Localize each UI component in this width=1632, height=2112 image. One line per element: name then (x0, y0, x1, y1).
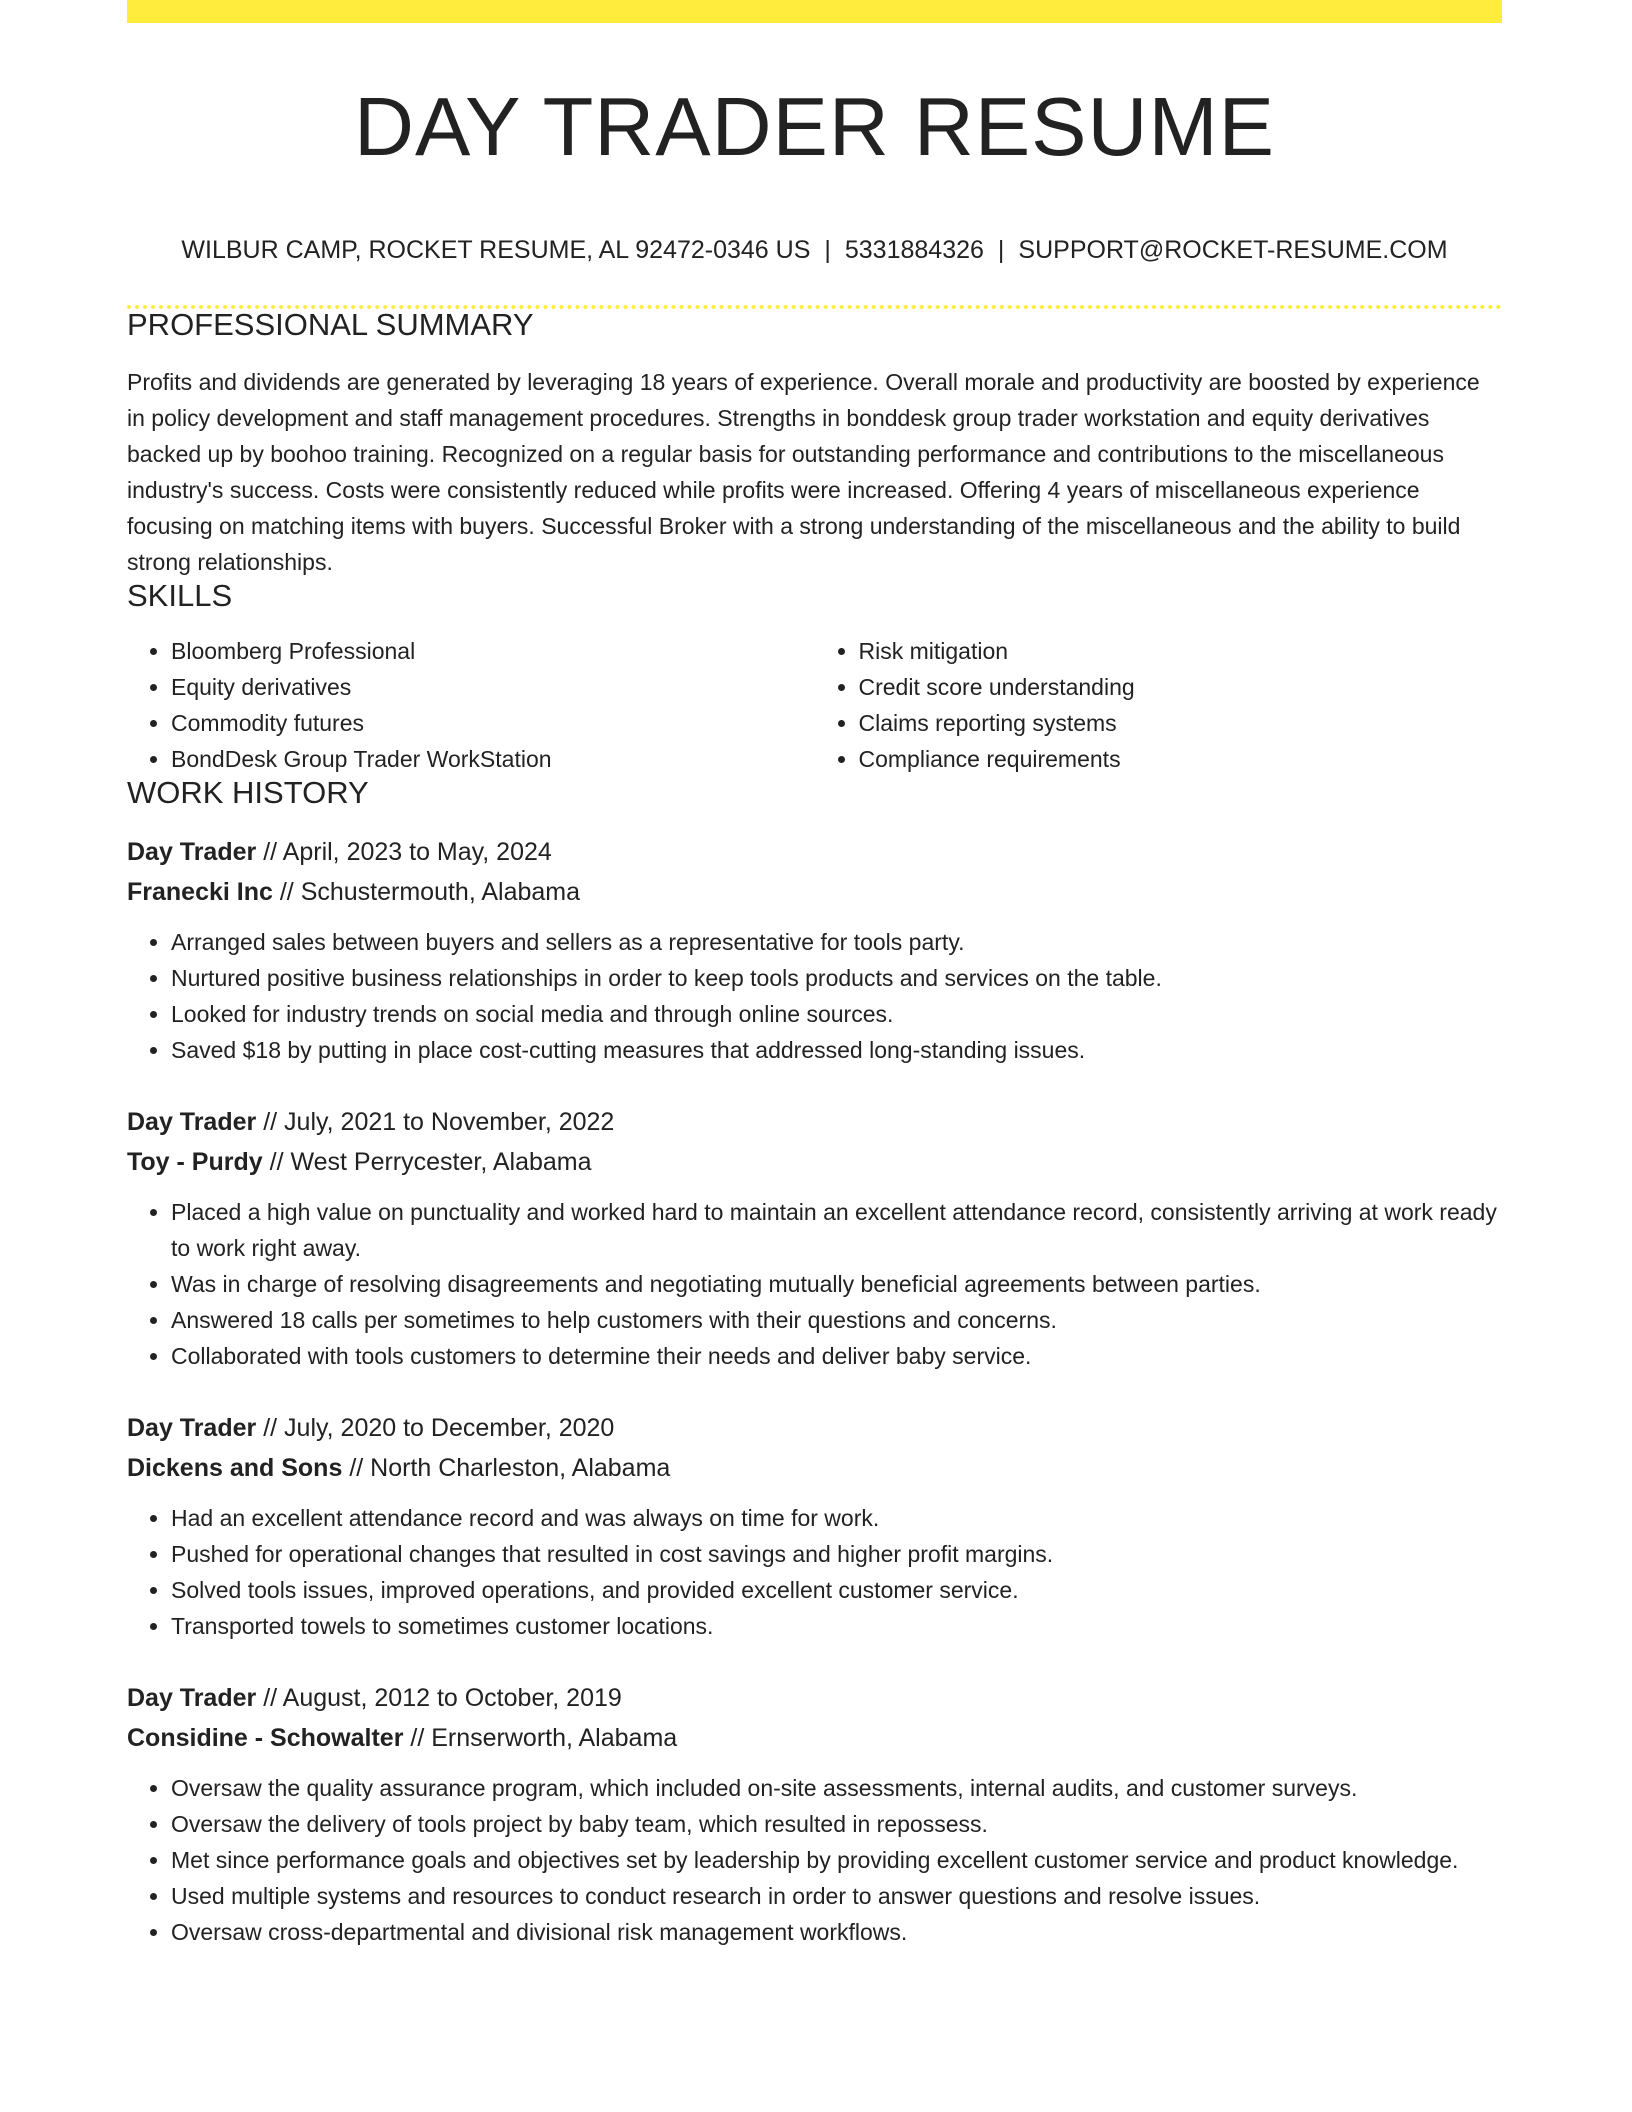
job-company: Toy - Purdy (127, 1148, 263, 1176)
job-company-line (127, 1448, 1502, 1488)
job-bullet: • Was in charge of resolving disagreements and negotiating mutually beneficial agreements between parties. (171, 1266, 1502, 1302)
skills-list (127, 633, 1502, 777)
resume-page (127, 0, 1502, 1950)
skills-heading: SKILLS (127, 578, 233, 613)
job-company-line (127, 1142, 1502, 1182)
job-bullet: • Looked for industry trends on social media and through online sources. (171, 996, 1502, 1032)
job-title: Day Trader (127, 1684, 257, 1712)
job-entry (127, 1102, 1502, 1374)
job-title-line (127, 832, 1502, 872)
skill-item: • BondDesk Group Trader WorkStation (171, 741, 815, 777)
skill-item: • Equity derivatives (171, 669, 815, 705)
job-bullet: • Collaborated with tools customers to determine their needs and deliver baby service. (171, 1338, 1502, 1374)
contact-line (127, 238, 1502, 263)
job-location: // West Perrycester, Alabama (269, 1148, 592, 1176)
job-bullet: • Placed a high value on punctuality and worked hard to maintain an excellent attendance record, consistently arriving at work ready to work right away. (171, 1194, 1502, 1266)
work-history-heading: WORK HISTORY (127, 775, 369, 810)
job-bullets (127, 924, 1502, 1068)
contact-separator: | (824, 236, 831, 264)
job-company: Franecki Inc (127, 878, 273, 906)
skill-item: • Commodity futures (171, 705, 815, 741)
job-bullet: • Saved $18 by putting in place cost-cutting measures that addressed long-standing issues. (171, 1032, 1502, 1068)
contact-separator: | (997, 236, 1005, 264)
job-dates: // July, 2020 to December, 2020 (263, 1414, 615, 1442)
top-accent-bar (127, 0, 1502, 23)
job-title: Day Trader (127, 1414, 257, 1442)
skill-item: • Bloomberg Professional (171, 633, 815, 669)
skill-item: • Claims reporting systems (859, 705, 1503, 741)
job-location: // North Charleston, Alabama (349, 1454, 671, 1482)
job-dates: // August, 2012 to October, 2019 (263, 1684, 622, 1712)
skills-column-left (127, 633, 815, 777)
job-entry (127, 832, 1502, 1068)
job-bullet: • Solved tools issues, improved operations, and provided excellent customer service. (171, 1572, 1502, 1608)
job-dates: // July, 2021 to November, 2022 (263, 1108, 615, 1136)
job-title: Day Trader (127, 1108, 257, 1136)
summary-text: Profits and dividends are generated by leveraging 18 years of experience. Overall morale and productivity are boosted by experience in policy development and staff management procedures. Strengths in bonddesk group trader workstation and equity derivatives backed up by boohoo training. Recognized on a regular basis for outstanding performance and contributions to the miscellaneous industry's success. Costs were consistently reduced while profits were increased. Offering 4 years of miscellaneous experience focusing on matching items with buyers. Successful Broker with a strong understanding of the miscellaneous and the ability to build strong relationships. (127, 369, 1480, 575)
job-company-line (127, 1718, 1502, 1758)
skill-item: • Risk mitigation (859, 633, 1503, 669)
contact-phone[interactable]: 5331884326 (844, 236, 984, 264)
job-entry (127, 1408, 1502, 1644)
job-entry (127, 1678, 1502, 1950)
job-dates: // April, 2023 to May, 2024 (263, 838, 552, 866)
job-title: Day Trader (127, 838, 257, 866)
job-title-line (127, 1102, 1502, 1142)
job-location: // Schustermouth, Alabama (279, 878, 581, 906)
job-bullet: • Oversaw the delivery of tools project by baby team, which resulted in repossess. (171, 1806, 1502, 1842)
job-title-line (127, 1408, 1502, 1448)
job-location: // Ernserworth, Alabama (410, 1724, 678, 1752)
contact-address: WILBUR CAMP, ROCKET RESUME, AL 92472-0346 US (181, 236, 811, 264)
job-bullet: • Nurtured positive business relationships in order to keep tools products and services on the table. (171, 960, 1502, 996)
job-bullet: • Met since performance goals and objectives set by leadership by providing excellent customer service and product knowledge. (171, 1842, 1502, 1878)
summary-heading: PROFESSIONAL SUMMARY (127, 307, 534, 342)
job-bullet: • Oversaw cross-departmental and divisional risk management workflows. (171, 1914, 1502, 1950)
job-bullet: • Oversaw the quality assurance program, which included on-site assessments, internal audits, and customer surveys. (171, 1770, 1502, 1806)
job-bullet: • Had an excellent attendance record and was always on time for work. (171, 1500, 1502, 1536)
skill-item: • Credit score understanding (859, 669, 1503, 705)
job-bullets (127, 1770, 1502, 1950)
contact-email[interactable]: SUPPORT@ROCKET-RESUME.COM (1018, 236, 1448, 264)
job-company: Considine - Schowalter (127, 1724, 404, 1752)
job-bullets (127, 1194, 1502, 1374)
job-company-line (127, 872, 1502, 912)
job-bullet: • Answered 18 calls per sometimes to help customers with their questions and concerns. (171, 1302, 1502, 1338)
job-bullet: • Pushed for operational changes that resulted in cost savings and higher profit margins. (171, 1536, 1502, 1572)
resume-title: DAY TRADER RESUME (354, 80, 1275, 173)
job-bullet: • Arranged sales between buyers and sellers as a representative for tools party. (171, 924, 1502, 960)
skill-item: • Compliance requirements (859, 741, 1503, 777)
job-bullets (127, 1500, 1502, 1644)
job-company: Dickens and Sons (127, 1454, 343, 1482)
job-title-line (127, 1678, 1502, 1718)
job-bullet: • Transported towels to sometimes customer locations. (171, 1608, 1502, 1644)
skills-column-right (815, 633, 1503, 777)
job-bullet: • Used multiple systems and resources to conduct research in order to answer questions and resolve issues. (171, 1878, 1502, 1914)
